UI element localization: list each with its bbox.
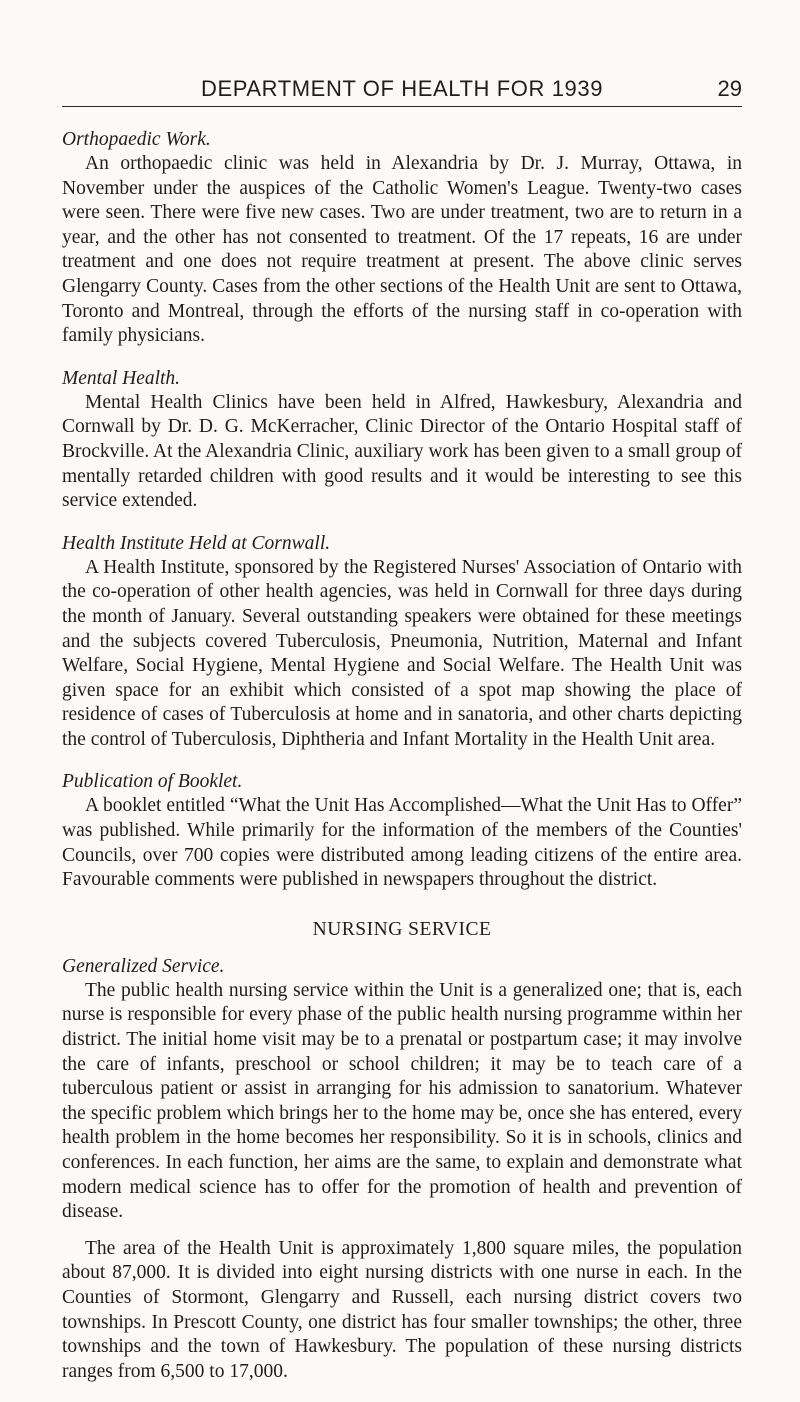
paragraph: Mental Health Clinics have been held in Alfred, Hawkesbury, Alexandria and Cornwall by Dr. D. G. McKerracher, Clinic Director of the Ontario Hospital staff of Brockville. At the Alexandria Clinic, auxiliary work has been given to a small group of mentally retarded children with good results and it would be interesting to see this service extended. bbox=[62, 391, 742, 512]
page-number: 29 bbox=[717, 76, 742, 101]
paragraph: The public health nursing service within the Unit is a generalized one; that is, each nurse is responsible for every phase of the public health nursing programme within her district. The initial home visit may be to a prenatal or postpartum case; it may involve the care of infants, preschool or school children; it may be to teach care of a tuberculous patient or assist in arranging for his admission to sanatorium. Whatever the specific problem which brings her to the home may be, once she has entered, every health problem in the home becomes her responsibility. So it is in schools, clinics and conferences. In each function, her aims are the same, to explain and demonstrate what modern medical science has to offer for the promotion of health and prevention of disease. bbox=[62, 979, 742, 1223]
paragraph: The area of the Health Unit is approximately 1,800 square miles, the population about 87,000. It is divided into eight nursing districts with one nurse in each. In the Counties of Stormont, Glengarry and Russell, each nursing district covers two townships. In Prescott County, one district has four smaller townships; the other, three townships and the town of Hawkesbury. The population of these nursing districts ranges from 6,500 to 17,000. bbox=[62, 1237, 742, 1382]
running-title: DEPARTMENT OF HEALTH FOR 1939 bbox=[200, 76, 604, 101]
section-heading: Orthopaedic Work. bbox=[62, 129, 211, 150]
section-heading: Mental Health. bbox=[62, 367, 181, 389]
section-orthopaedic-work bbox=[62, 128, 742, 349]
section-health-institute bbox=[62, 532, 742, 753]
section-mental-health bbox=[62, 367, 742, 514]
section-publication-of-booklet bbox=[62, 770, 742, 892]
running-header bbox=[62, 76, 742, 107]
section-heading: Generalized Service. bbox=[62, 955, 225, 977]
page-content bbox=[62, 128, 742, 1402]
nursing-service-title: NURSING SERVICE bbox=[312, 918, 492, 940]
section-heading: Health Institute Held at Cornwall. bbox=[62, 532, 331, 554]
section-heading: Publication of Booklet. bbox=[62, 771, 243, 793]
paragraph: A booklet entitled “What the Unit Has Accomplished—What the Unit Has to Offer” was published. While primarily for the information of the members of the Counties' Councils, over 700 copies were distributed among leading citizens of the entire area. Favourable comments were published in newspapers throughout the district. bbox=[62, 795, 742, 891]
paragraph: An orthopaedic clinic was held in Alexandria by Dr. J. Murray, Ottawa, in November under the auspices of the Catholic Women's League. Twenty-two cases were seen. There were five new cases. Two are under treatment, two are to return in a year, and the other has not consented to treatment. Of the 17 repeats, 16 are under treatment and one does not require treatment at present. The above clinic serves Glengarry County. Cases from the other sections of the Health Unit are sent to Ottawa, Toronto and Montreal, through the efforts of the nursing staff in co-operation with family physicians. bbox=[62, 153, 742, 347]
paragraph: A Health Institute, sponsored by the Registered Nurses' Association of Ontario with the co-operation of other health agencies, was held in Cornwall for three days during the month of January. Several outstanding speakers were obtained for these meetings and the subjects covered Tuberculosis, Pneumonia, Nutrition, Maternal and Infant Welfare, Social Hygiene, Mental Hygiene and Social Welfare. The Health Unit was given space for an exhibit which consisted of a spot map showing the place of residence of cases of Tuberculosis at home and in sanatoria, and other charts depicting the control of Tuberculosis, Diphtheria and Infant Mortality in the Health Unit area. bbox=[62, 556, 742, 750]
